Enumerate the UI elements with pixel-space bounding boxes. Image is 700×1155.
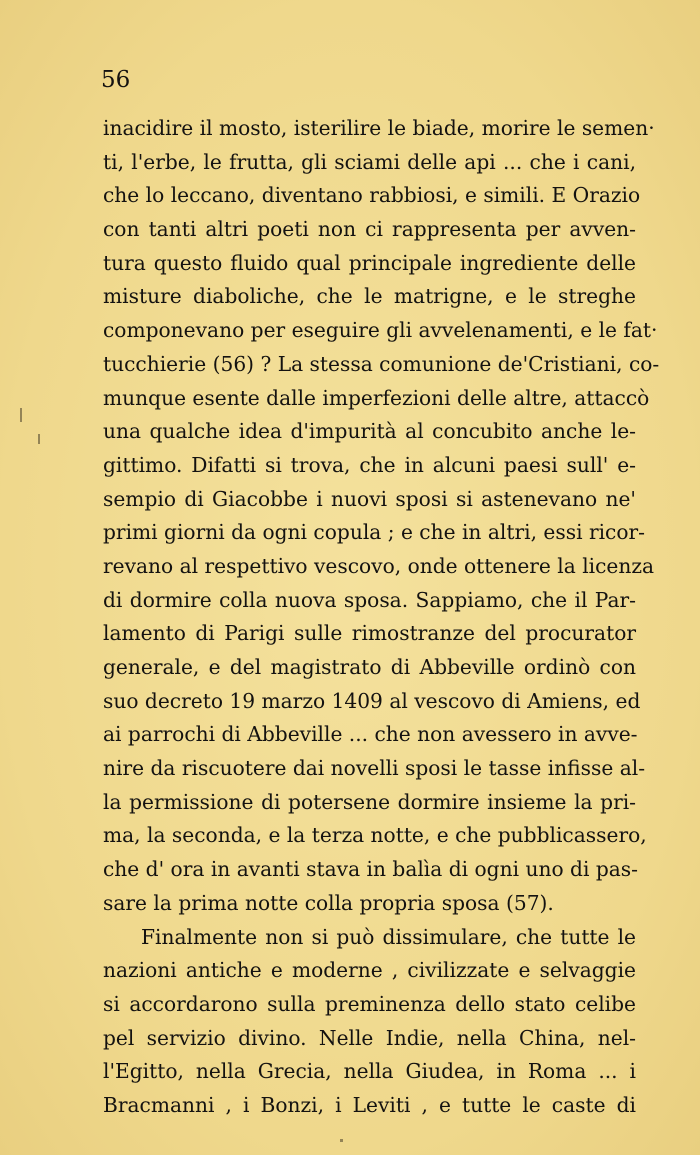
text-line: munque esente dalle imperfezioni delle altre, attaccò [103, 385, 650, 410]
text-line: ai parrochi di Abbeville ... che non avessero in avve- [103, 722, 638, 747]
text-line: misture diaboliche, che le matrigne, e le streghe [103, 284, 636, 309]
text-line: gittimo. Difatti si trova, che in alcuni paesi sull' e- [103, 452, 636, 477]
margin-speck [38, 434, 40, 444]
text-line: tucchierie (56) ? La stessa comunione de'Cristiani, co- [103, 351, 660, 376]
text-line: revano al respettivo vescovo, onde ottenere la licenza [103, 553, 655, 578]
text-line: tura questo fluido qual principale ingrediente delle [103, 250, 636, 275]
margin-speck [20, 408, 22, 422]
text-line: sare la prima notte colla propria sposa (57). [103, 890, 554, 915]
text-line: che lo leccano, diventano rabbiosi, e simili. E Orazio [103, 183, 641, 208]
text-line: primi giorni da ogni copula ; e che in altri, essi ricor- [103, 520, 645, 545]
text-line: di dormire colla nuova sposa. Sappiamo, che il Par- [103, 587, 636, 612]
text-line: l'Egitto, nella Grecia, nella Giudea, in Roma ... i [103, 1059, 636, 1084]
text-line: una qualche idea d'impurità al concubito anche le- [103, 419, 636, 444]
text-line: ma, la seconda, e la terza notte, e che pubblicassero, [103, 823, 647, 848]
text-line: nire da riscuotere dai novelli sposi le tasse infisse al- [103, 756, 646, 781]
text-line: che d' ora in avanti stava in balìa di ogni uno di pas- [103, 857, 638, 882]
body-text [103, 112, 660, 1123]
text-line: componevano per eseguire gli avvelenamenti, e le fat· [103, 318, 658, 343]
text-line: Bracmanni , i Bonzi, i Leviti , e tutte le caste di [103, 1092, 636, 1117]
text-line: inacidire il mosto, isterilire le biade, morire le semen· [103, 116, 655, 140]
text-line: generale, e del magistrato di Abbeville ordinò con [103, 655, 636, 679]
text-line: sempio di Giacobbe i nuovi sposi si astenevano ne' [103, 486, 636, 511]
text-line: nazioni antiche e moderne , civilizzate e selvaggie [103, 958, 636, 983]
text-line: si accordarono sulla preminenza dello stato celibe [103, 991, 636, 1016]
text-line: la permissione di potersene dormire insieme la pri- [103, 789, 636, 814]
paragraph-start-line: Finalmente non si può dissimulare, che tutte le [141, 924, 636, 949]
text-line: ti, l'erbe, le frutta, gli sciami delle api ... che i cani, [103, 149, 636, 174]
text-line: lamento di Parigi sulle rimostranze del procurator [103, 621, 636, 646]
text-line: pel servizio divino. Nelle Indie, nella China, nel- [103, 1025, 636, 1050]
margin-speck [340, 1139, 343, 1142]
text-line: con tanti altri poeti non ci rappresenta per avven- [103, 217, 636, 242]
page-number: 56 [101, 67, 131, 93]
text-line: suo decreto 19 marzo 1409 al vescovo di Amiens, ed [103, 688, 641, 713]
